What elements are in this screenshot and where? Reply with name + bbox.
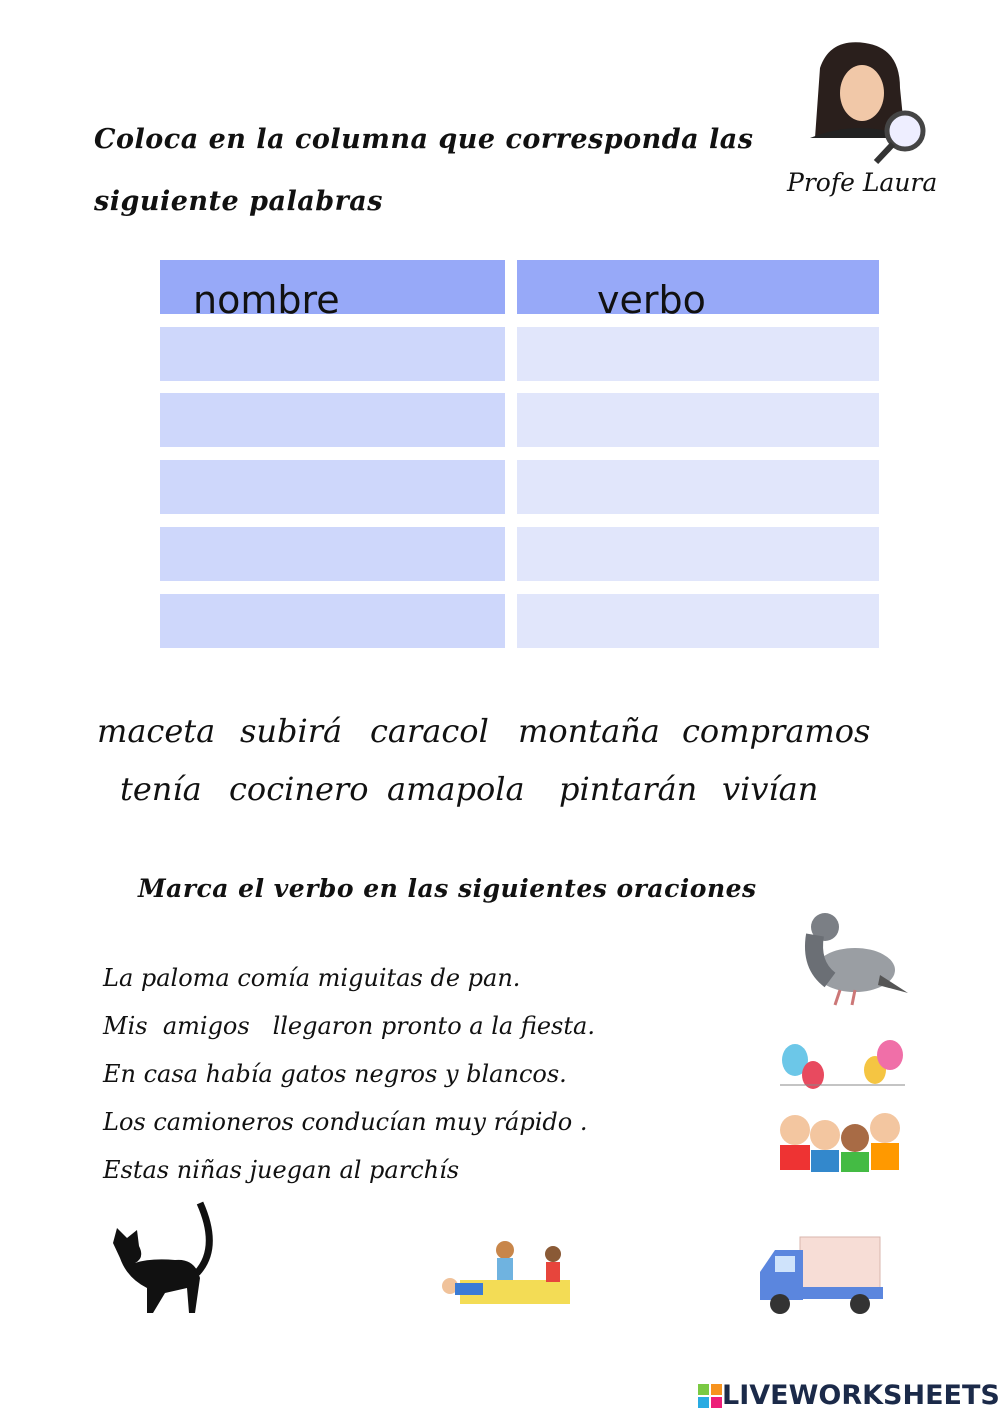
party-kids-image — [775, 1040, 910, 1175]
nombre-drop-cell-1[interactable] — [160, 327, 505, 381]
word-amapola[interactable]: amapola — [387, 770, 525, 808]
verbo-drop-cell-2[interactable] — [517, 393, 879, 447]
sentence-1[interactable]: La paloma comía miguitas de pan. — [103, 964, 521, 992]
children-playing-image — [435, 1238, 575, 1313]
header-verbo — [517, 260, 879, 322]
teacher-avatar — [800, 38, 930, 168]
header-nombre-label: nombre — [193, 278, 340, 322]
nombre-drop-cell-2[interactable] — [160, 393, 505, 447]
liveworksheets-logo[interactable] — [698, 1380, 1000, 1411]
header-verbo-label: verbo — [597, 278, 706, 322]
word-cocinero[interactable]: cocinero — [229, 770, 369, 808]
author-label: Profe Laura — [787, 168, 938, 197]
sentence-5[interactable]: Estas niñas juegan al parchís — [103, 1156, 460, 1184]
verbo-drop-cell-5[interactable] — [517, 594, 879, 648]
verbo-drop-cell-4[interactable] — [517, 527, 879, 581]
liveworksheets-logo-icon — [698, 1384, 722, 1408]
word-compramos[interactable]: compramos — [682, 712, 871, 750]
black-cat-image — [105, 1198, 220, 1318]
sentence-2[interactable]: Mis amigos llegaron pronto a la fiesta. — [103, 1012, 595, 1040]
word-subira[interactable]: subirá — [240, 712, 343, 750]
verbo-drop-cell-3[interactable] — [517, 460, 879, 514]
instructions-line1: Coloca en la columna que corresponda las — [94, 124, 754, 155]
sentence-4[interactable]: Los camioneros conducían muy rápido . — [103, 1108, 588, 1136]
word-montana[interactable]: montaña — [518, 712, 660, 750]
verbo-drop-cell-1[interactable] — [517, 327, 879, 381]
word-caracol[interactable]: caracol — [370, 712, 489, 750]
section2-title: Marca el verbo en las siguientes oraciones — [138, 874, 757, 903]
header-nombre — [160, 260, 505, 322]
word-maceta[interactable]: maceta — [97, 712, 216, 750]
nombre-drop-cell-4[interactable] — [160, 527, 505, 581]
word-pintaran[interactable]: pintarán — [559, 770, 698, 808]
word-tenia[interactable]: tenía — [120, 770, 202, 808]
truck-image — [755, 1232, 885, 1317]
instructions-line2: siguiente palabras — [94, 186, 384, 217]
pigeon-image — [800, 905, 910, 1015]
nombre-drop-cell-5[interactable] — [160, 594, 505, 648]
nombre-drop-cell-3[interactable] — [160, 460, 505, 514]
sentence-3[interactable]: En casa había gatos negros y blancos. — [103, 1060, 567, 1088]
brand-name: LIVEWORKSHEETS — [722, 1380, 1000, 1411]
word-vivian[interactable]: vivían — [722, 770, 819, 808]
